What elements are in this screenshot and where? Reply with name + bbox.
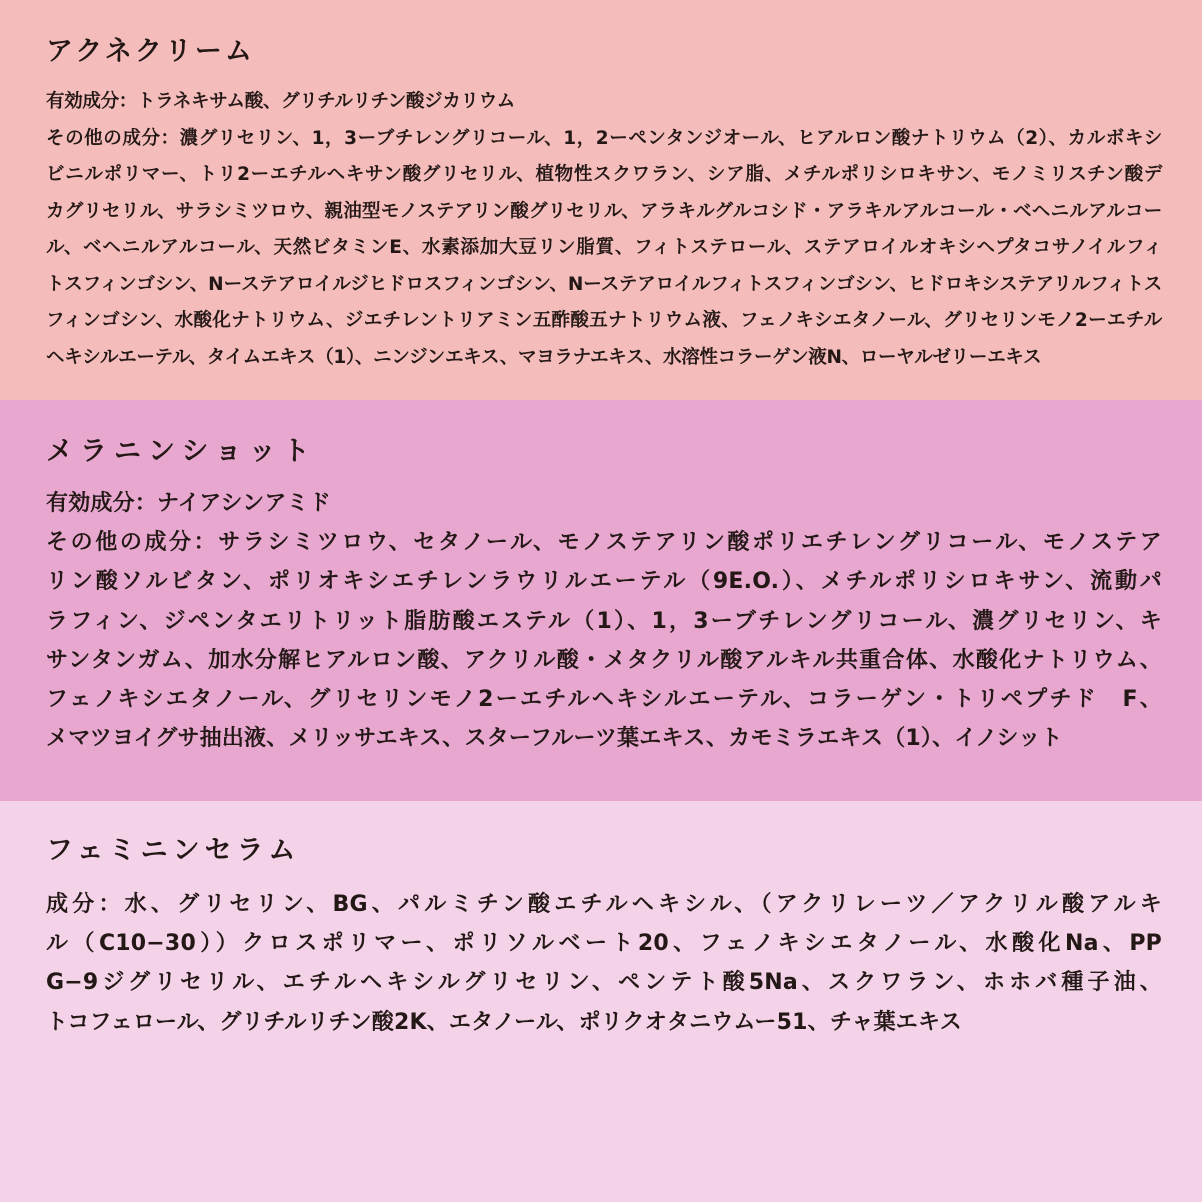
ingredient-line: フェノキシエタノール、グリセリンモノ2ーエチルヘキシルエーテル、コラーゲン・トリペプチド F、 [46, 687, 1162, 713]
ingredient-line: その他の成分：サラシミツロウ、セタノール、モノステアリン酸ポリエチレングリコール、モノステア [46, 530, 1162, 556]
ingredient-line: トコフェロール、グリチルリチン酸2K、エタノール、ポリクオタニウムー51、チャ葉エキス [46, 1009, 962, 1035]
section-title: フェミニンセラム [46, 835, 301, 866]
section-feminine-serum [0, 801, 1202, 1202]
active-ingredients: 有効成分：トラネキサム酸、グリチルリチン酸ジカリウム [46, 91, 515, 112]
ingredient-line: メマツヨイグサ抽出液、メリッサエキス、スターフルーツ葉エキス、カモミラエキス（1）、イノシット [46, 726, 1063, 752]
ingredient-line: ヘキシルエーテル、タイムエキス（1）、ニンジンエキス、マヨラナエキス、水溶性コラーゲン液N、ローヤルゼリーエキス [46, 346, 1042, 368]
section-title: メラニンショット [46, 436, 317, 467]
active-ingredients: 有効成分：ナイアシンアミド [46, 491, 331, 516]
section-acne-cream [0, 0, 1202, 400]
ingredient-line: ラフィン、ジペンタエリトリット脂肪酸エステル（1）、1，3ーブチレングリコール、濃グリセリン、キ [46, 608, 1162, 634]
section-title: アクネクリーム [46, 36, 255, 67]
ingredient-line: ル（C10−30））クロスポリマー、ポリソルベート20、フェノキシエタノール、水酸化Na、PP [46, 931, 1162, 957]
ingredient-line: ビニルポリマー、トリ2ーエチルヘキサン酸グリセリル、植物性スクワラン、シア脂、メチルポリシロキサン、モノミリスチン酸デ [46, 164, 1162, 185]
ingredients-text [46, 885, 1162, 1042]
ingredient-line: フィンゴシン、水酸化ナトリウム、ジエチレントリアミン五酢酸五ナトリウム液、フェノキシエタノール、グリセリンモノ2ーエチル [46, 310, 1162, 331]
ingredient-line: リン酸ソルビタン、ポリオキシエチレンラウリルエーテル（9E.O.）、メチルポリシロキサン、流動パ [46, 569, 1162, 595]
ingredients-text [46, 484, 1162, 758]
ingredient-line: サンタンガム、加水分解ヒアルロン酸、アクリル酸・メタクリル酸アルキル共重合体、水酸化ナトリウム、 [46, 647, 1162, 673]
ingredient-line: 成分：水、グリセリン、BG、パルミチン酸エチルヘキシル、（アクリレーツ／アクリル酸アルキ [46, 892, 1162, 917]
ingredients-text [46, 84, 1162, 376]
ingredient-line: トスフィンゴシン、Nーステアロイルジヒドロスフィンゴシン、Nーステアロイルフィトスフィンゴシン、ヒドロキシステアリルフィトス [46, 273, 1162, 295]
ingredient-line: ル、ベヘニルアルコール、天然ビタミンE、水素添加大豆リン脂質、フィトステロール、ステアロイルオキシヘプタコサノイルフィ [46, 237, 1162, 258]
ingredient-line: カグリセリル、サラシミツロウ、親油型モノステアリン酸グリセリル、アラキルグルコシド・アラキルアルコール・ベヘニルアルコー [46, 200, 1162, 222]
ingredient-line: その他の成分：濃グリセリン、1，3ーブチレングリコール、1，2ーペンタンジオール、ヒアルロン酸ナトリウム（2）、カルボキシ [46, 127, 1162, 149]
section-melanin-shot [0, 400, 1202, 801]
ingredient-line: G−9ジグリセリル、エチルヘキシルグリセリン、ペンテト酸5Na、スクワラン、ホホバ種子油、 [46, 970, 1162, 996]
